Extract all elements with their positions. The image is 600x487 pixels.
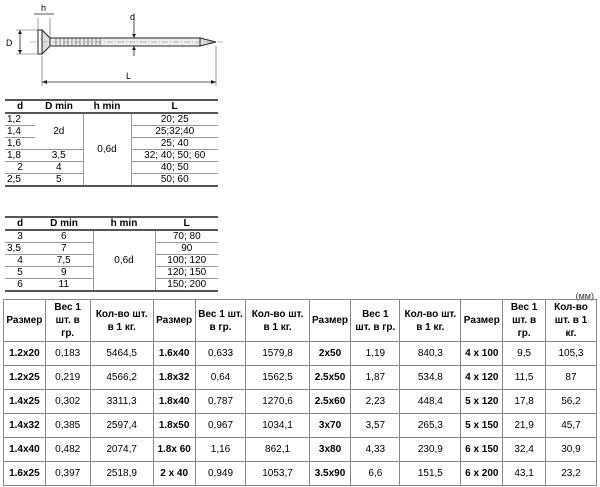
cell-L: 32; 40; 50; 60 xyxy=(131,150,218,162)
col-qty: Кол-во шт. в 1 кг. xyxy=(545,300,596,342)
cell-weight: 9,5 xyxy=(503,342,546,366)
unit-label: (мм) xyxy=(575,291,594,301)
cell-size: 2.5x60 xyxy=(309,390,351,414)
cell-size: 1.2x25 xyxy=(4,366,46,390)
cell-D: 3,5 xyxy=(35,150,83,162)
cell-qty: 30,9 xyxy=(545,438,596,462)
label-L: L xyxy=(126,71,132,81)
cell-weight: 0,482 xyxy=(45,438,90,462)
cell-d: 2 xyxy=(5,162,35,174)
cell-qty: 23,2 xyxy=(545,462,596,486)
cell-qty: 840,3 xyxy=(400,342,461,366)
col-size: Размер xyxy=(153,300,195,342)
table-row xyxy=(4,366,597,390)
cell-weight: 0,949 xyxy=(195,462,246,486)
cell-qty: 2518,9 xyxy=(90,462,153,486)
cell-size: 3x80 xyxy=(309,438,351,462)
cell-d: 5 xyxy=(5,267,35,279)
cell-d: 6 xyxy=(5,279,35,292)
col-qty: Кол-во шт. в 1 кг. xyxy=(90,300,153,342)
cell-size: 1.4x25 xyxy=(4,390,46,414)
table-row xyxy=(4,414,597,438)
cell-qty: 4566,2 xyxy=(90,366,153,390)
cell-weight: 32,4 xyxy=(503,438,546,462)
cell-weight: 1,16 xyxy=(195,438,246,462)
cell-qty: 105,3 xyxy=(545,342,596,366)
cell-size: 1.6x25 xyxy=(4,462,46,486)
table-row xyxy=(4,342,597,366)
cell-L: 120; 150 xyxy=(155,267,218,279)
cell-qty: 862,1 xyxy=(246,438,309,462)
nail-weight-table xyxy=(3,299,597,486)
cell-qty: 1053,7 xyxy=(246,462,309,486)
cell-weight: 0,183 xyxy=(45,342,90,366)
nail-drawing xyxy=(0,0,230,92)
col-size: Размер xyxy=(309,300,351,342)
cell-weight: 0,397 xyxy=(45,462,90,486)
cell-weight: 43,1 xyxy=(503,462,546,486)
cell-D-merged: 2d xyxy=(35,113,83,150)
cell-weight: 0,787 xyxy=(195,390,246,414)
cell-d: 2,5 xyxy=(5,174,35,187)
cell-d: 1,4 xyxy=(5,126,35,138)
cell-weight: 0,64 xyxy=(195,366,246,390)
cell-qty: 56,2 xyxy=(545,390,596,414)
cell-d: 1,2 xyxy=(5,113,35,126)
cell-size: 1.8x 60 xyxy=(153,438,195,462)
cell-h-merged: 0,6d xyxy=(83,113,131,186)
cell-L: 25; 40 xyxy=(131,138,218,150)
cell-qty: 45,7 xyxy=(545,414,596,438)
cell-L: 25;32;40 xyxy=(131,126,218,138)
cell-size: 5 x 120 xyxy=(461,390,503,414)
table-row xyxy=(4,438,597,462)
cell-qty: 448,4 xyxy=(400,390,461,414)
cell-h-merged: 0,6d xyxy=(93,230,155,291)
cell-qty: 3311,3 xyxy=(90,390,153,414)
col-d: d xyxy=(5,217,35,230)
cell-D: 7,5 xyxy=(35,255,93,267)
cell-L: 70; 80 xyxy=(155,230,218,243)
cell-weight: 2,23 xyxy=(351,390,400,414)
cell-d: 3,5 xyxy=(5,243,35,255)
cell-size: 3.5x90 xyxy=(309,462,351,486)
label-D: D xyxy=(6,38,13,48)
cell-qty: 5464,5 xyxy=(90,342,153,366)
label-h: h xyxy=(41,3,47,13)
cell-size: 4 x 120 xyxy=(461,366,503,390)
cell-size: 5 x 150 xyxy=(461,414,503,438)
cell-qty: 265,3 xyxy=(400,414,461,438)
cell-weight: 1,87 xyxy=(351,366,400,390)
cell-weight: 1,19 xyxy=(351,342,400,366)
cell-D: 4 xyxy=(35,162,83,174)
cell-size: 1.2x20 xyxy=(4,342,46,366)
cell-qty: 1270,6 xyxy=(246,390,309,414)
cell-qty: 230,9 xyxy=(400,438,461,462)
cell-size: 3x70 xyxy=(309,414,351,438)
cell-L: 150; 200 xyxy=(155,279,218,292)
col-d: d xyxy=(5,100,35,113)
cell-size: 1.8x32 xyxy=(153,366,195,390)
table-row xyxy=(4,390,597,414)
cell-d: 3 xyxy=(5,230,35,243)
cell-weight: 3,57 xyxy=(351,414,400,438)
col-D-min: D min xyxy=(35,100,83,113)
cell-weight: 0,633 xyxy=(195,342,246,366)
cell-weight: 21,9 xyxy=(503,414,546,438)
cell-weight: 0,967 xyxy=(195,414,246,438)
nail-dimensions-table-small xyxy=(5,99,218,187)
cell-weight: 17,8 xyxy=(503,390,546,414)
nail-dimensions-table-large xyxy=(5,216,218,292)
header-row xyxy=(4,300,597,342)
cell-d: 1,8 xyxy=(5,150,35,162)
cell-size: 6 x 200 xyxy=(461,462,503,486)
col-h-min: h min xyxy=(83,100,131,113)
col-size: Размер xyxy=(4,300,46,342)
col-h-min: h min xyxy=(93,217,155,230)
cell-L: 50; 60 xyxy=(131,174,218,187)
cell-qty: 1562,5 xyxy=(246,366,309,390)
cell-weight: 0,385 xyxy=(45,414,90,438)
cell-size: 1.6x40 xyxy=(153,342,195,366)
cell-D: 5 xyxy=(35,174,83,187)
cell-D: 7 xyxy=(35,243,93,255)
cell-qty: 87 xyxy=(545,366,596,390)
col-weight: Вес 1 шт. в гр. xyxy=(351,300,400,342)
cell-L: 100; 120 xyxy=(155,255,218,267)
cell-D: 11 xyxy=(35,279,93,292)
cell-L: 20; 25 xyxy=(131,113,218,126)
col-qty: Кол-во шт. в 1 кг. xyxy=(400,300,461,342)
col-L: L xyxy=(131,100,218,113)
cell-qty: 2597,4 xyxy=(90,414,153,438)
table-row xyxy=(4,462,597,486)
col-D-min: D min xyxy=(35,217,93,230)
cell-D: 6 xyxy=(35,230,93,243)
cell-d: 4 xyxy=(5,255,35,267)
cell-D: 9 xyxy=(35,267,93,279)
cell-weight: 0,219 xyxy=(45,366,90,390)
cell-size: 6 x 150 xyxy=(461,438,503,462)
cell-size: 1.4x32 xyxy=(4,414,46,438)
cell-qty: 534,8 xyxy=(400,366,461,390)
cell-L: 40; 50 xyxy=(131,162,218,174)
label-d: d xyxy=(130,12,136,22)
cell-weight: 0,302 xyxy=(45,390,90,414)
cell-size: 1.8x40 xyxy=(153,390,195,414)
cell-weight: 4,33 xyxy=(351,438,400,462)
cell-qty: 151,5 xyxy=(400,462,461,486)
cell-size: 2x50 xyxy=(309,342,351,366)
cell-qty: 1034,1 xyxy=(246,414,309,438)
cell-size: 4 x 100 xyxy=(461,342,503,366)
cell-size: 2 x 40 xyxy=(153,462,195,486)
col-size: Размер xyxy=(461,300,503,342)
cell-qty: 2074,7 xyxy=(90,438,153,462)
col-weight: Вес 1 шт. в гр. xyxy=(195,300,246,342)
cell-L: 90 xyxy=(155,243,218,255)
cell-d: 1,6 xyxy=(5,138,35,150)
col-weight: Вес 1 шт. в гр. xyxy=(45,300,90,342)
cell-size: 1.8x50 xyxy=(153,414,195,438)
cell-size: 1.4x40 xyxy=(4,438,46,462)
cell-weight: 11,5 xyxy=(503,366,546,390)
col-qty: Кол-во шт. в 1 кг. xyxy=(246,300,309,342)
cell-weight: 6,6 xyxy=(351,462,400,486)
cell-size: 2.5x50 xyxy=(309,366,351,390)
col-L: L xyxy=(155,217,218,230)
col-weight: Вес 1 шт. в гр. xyxy=(503,300,546,342)
cell-qty: 1579,8 xyxy=(246,342,309,366)
